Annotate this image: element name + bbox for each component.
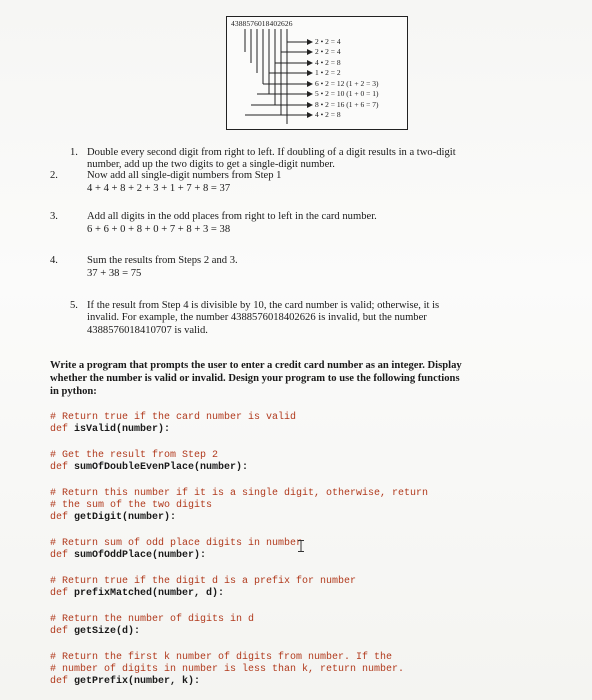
step-4-line-2: 37 + 38 = 75 bbox=[87, 268, 142, 279]
function-signature: getPrefix(number, k): bbox=[74, 676, 201, 687]
step-5-line-3: 4388576018410707 is valid. bbox=[87, 325, 208, 336]
step-number: 5. bbox=[70, 300, 78, 311]
code-comment: # Return true if the card number is valid bbox=[50, 412, 297, 423]
code-comment: # number of digits in number is less than k, return number. bbox=[50, 664, 405, 675]
step-5-line-2: invalid. For example, the number 4388576018402626 is invalid, but the number bbox=[87, 312, 427, 323]
step-number: 3. bbox=[50, 211, 58, 222]
doubling-diagram bbox=[226, 16, 408, 130]
step-5-line-1: If the result from Step 4 is divisible by 10, the card number is valid; otherwise, it is bbox=[87, 300, 440, 311]
function-signature: prefixMatched(number, d): bbox=[74, 588, 225, 599]
function-signature: getSize(d): bbox=[74, 626, 141, 637]
equation-2: 2 • 2 = 4 bbox=[315, 47, 341, 56]
task-line-2: whether the number is valid or invalid. Design your program to use the following functions bbox=[50, 373, 460, 384]
code-comment: # Return the first k number of digits from number. If the bbox=[50, 652, 393, 663]
function-signature: sumOfOddPlace(number): bbox=[74, 550, 207, 561]
code-comment: # Return this number if it is a single digit, otherwise, return bbox=[50, 488, 429, 499]
equation-3: 4 • 2 = 8 bbox=[315, 58, 341, 67]
step-3-line-2: 6 + 6 + 0 + 8 + 0 + 7 + 8 + 3 = 38 bbox=[87, 224, 231, 235]
function-signature: isValid(number): bbox=[74, 424, 171, 435]
text-cursor-icon bbox=[297, 540, 305, 552]
equation-5: 6 • 2 = 12 (1 + 2 = 3) bbox=[315, 79, 379, 88]
def-keyword: def bbox=[50, 676, 69, 687]
function-signature: sumOfDoubleEvenPlace(number): bbox=[74, 462, 249, 473]
code-def-getsize bbox=[50, 626, 140, 638]
step-2-line-2: 4 + 4 + 8 + 2 + 3 + 1 + 7 + 8 = 37 bbox=[87, 183, 231, 194]
task-line-3: in python: bbox=[50, 386, 97, 397]
step-1-line-2: number, add up the two digits to get a single-digit number. bbox=[87, 159, 335, 170]
step-4-line-1: Sum the results from Steps 2 and 3. bbox=[87, 255, 238, 266]
code-comment: # Return sum of odd place digits in number bbox=[50, 538, 303, 549]
step-number: 4. bbox=[50, 255, 58, 266]
code-def-isvalid bbox=[50, 424, 170, 436]
step-number: 1. bbox=[70, 147, 78, 158]
step-number: 2. bbox=[50, 170, 58, 181]
code-comment: # Get the result from Step 2 bbox=[50, 450, 219, 461]
code-comment: # Return true if the digit d is a prefix for number bbox=[50, 576, 357, 587]
code-def-getprefix bbox=[50, 676, 200, 688]
code-def-getdigit bbox=[50, 512, 176, 524]
step-1-line-1: Double every second digit from right to left. If doubling of a digit results in a two-digit bbox=[87, 147, 456, 158]
equation-1: 2 • 2 = 4 bbox=[315, 37, 341, 46]
def-keyword: def bbox=[50, 462, 69, 473]
step-2-line-1: Now add all single-digit numbers from Step 1 bbox=[87, 170, 282, 181]
code-comment: # the sum of the two digits bbox=[50, 500, 213, 511]
function-signature: getDigit(number): bbox=[74, 512, 177, 523]
def-keyword: def bbox=[50, 424, 69, 435]
code-comment: # Return the number of digits in d bbox=[50, 614, 255, 625]
code-def-sumofoddplace bbox=[50, 550, 206, 562]
equation-7: 8 • 2 = 16 (1 + 6 = 7) bbox=[315, 100, 379, 109]
code-def-sumofdoubleevenplace bbox=[50, 462, 248, 474]
equation-8: 4 • 2 = 8 bbox=[315, 110, 341, 119]
equation-4: 1 • 2 = 2 bbox=[315, 68, 341, 77]
code-def-prefixmatched bbox=[50, 588, 224, 600]
task-line-1: Write a program that prompts the user to enter a credit card number as an integer. Display bbox=[50, 360, 462, 371]
def-keyword: def bbox=[50, 512, 69, 523]
def-keyword: def bbox=[50, 626, 69, 637]
card-number-label: 4388576018402626 bbox=[231, 19, 293, 28]
step-3-line-1: Add all digits in the odd places from right to left in the card number. bbox=[87, 211, 377, 222]
def-keyword: def bbox=[50, 588, 69, 599]
equation-6: 5 • 2 = 10 (1 + 0 = 1) bbox=[315, 89, 379, 98]
def-keyword: def bbox=[50, 550, 69, 561]
